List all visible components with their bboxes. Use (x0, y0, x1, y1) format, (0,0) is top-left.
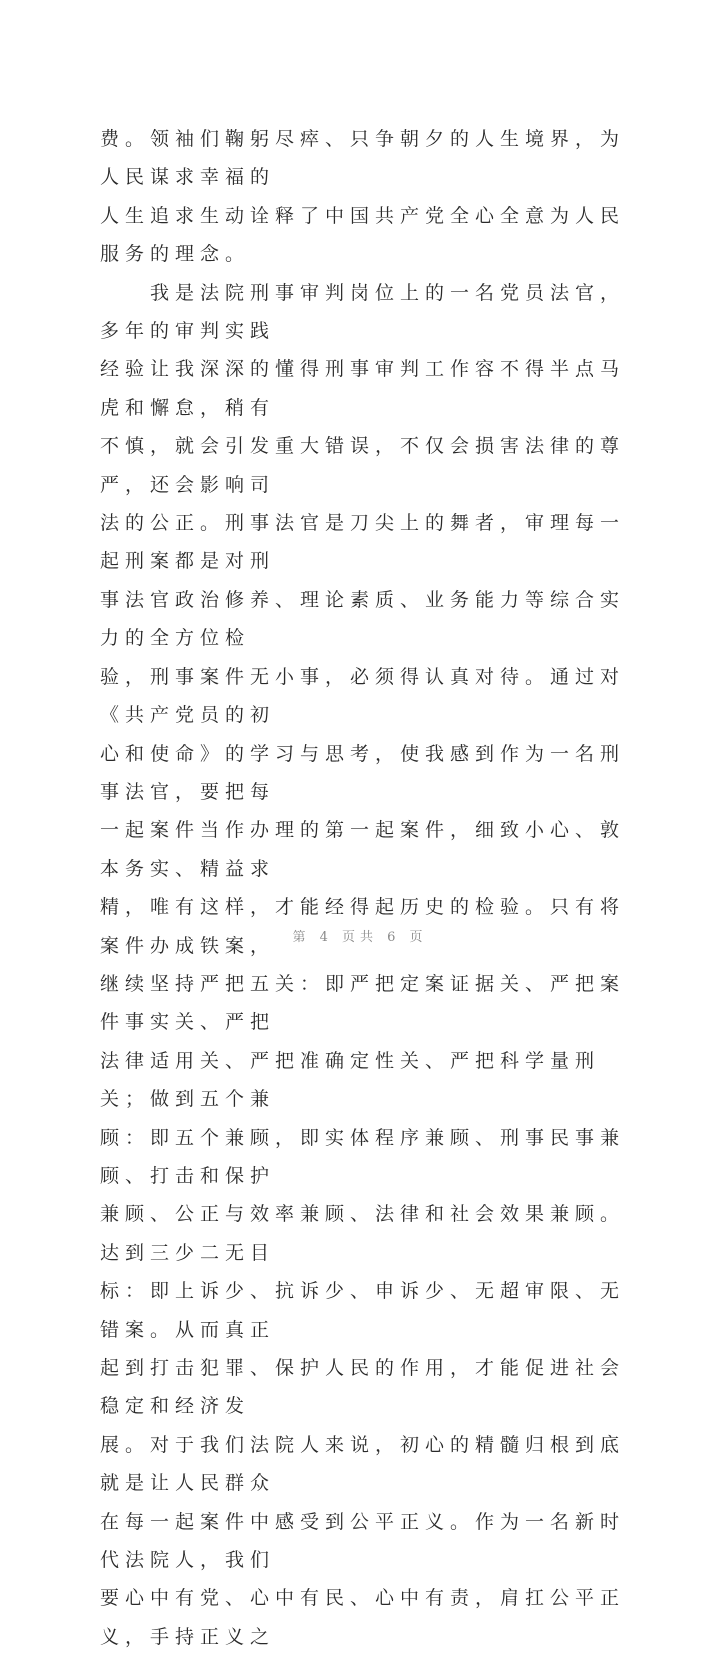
text-line: 一起案件当作办理的第一起案件，细致小心、敦本务实、精益求 (100, 819, 626, 880)
text-line: 法律适用关、严把准确定性关、严把科学量刑关；做到五个兼 (100, 1049, 601, 1111)
text-line: 事法官政治修养、理论素质、业务能力等综合实力的全方位检 (100, 588, 626, 650)
text-line: 兼顾、公正与效率兼顾、法律和社会效果兼顾。达到三少二无目 (100, 1203, 626, 1264)
text-line: 继续坚持严把五关：即严把定案证据关、严把案件事实关、严把 (100, 972, 626, 1034)
text-line: 精，唯有这样，才能经得起历史的检验。只有将案件办成铁案， (100, 896, 626, 957)
text-line: 不慎，就会引发重大错误，不仅会损害法律的尊严，还会影响司 (100, 435, 626, 496)
text-line: 人生追求生动诠释了中国共产党全心全意为人民服务的理念。 (100, 204, 626, 266)
text-line: 费。领袖们鞠躬尽瘁、只争朝夕的人生境界，为人民谋求幸福的 (100, 128, 626, 189)
text-line: 顾：即五个兼顾，即实体程序兼顾、刑事民事兼顾、打击和保护 (100, 1126, 626, 1187)
text-line: 展。对于我们法院人来说，初心的精髓归根到底就是让人民群众 (100, 1433, 626, 1495)
text-line: 验，刑事案件无小事，必须得认真对待。通过对《共产党员的初 (100, 665, 626, 727)
text-line: 标：即上诉少、抗诉少、申诉少、无超审限、无错案。从而真正 (100, 1280, 626, 1341)
text-line: 经验让我深深的懂得刑事审判工作容不得半点马虎和懈怠，稍有 (100, 358, 626, 419)
text-line: 要心中有党、心中有民、心中有责，肩扛公平正义，手持正义之 (100, 1587, 626, 1648)
document-page (100, 120, 640, 1656)
text-line: 我是法院刑事审判岗位上的一名党员法官，多年的审判实践 (100, 281, 626, 343)
text-line: 在每一起案件中感受到公平正义。作为一名新时代法院人，我们 (100, 1510, 626, 1572)
text-line: 法的公正。刑事法官是刀尖上的舞者，审理每一起刑案都是对刑 (100, 512, 626, 573)
page-number-footer: 第 4 页共 6 页 (292, 930, 428, 945)
text-line: 起到打击犯罪、保护人民的作用，才能促进社会稳定和经济发 (100, 1357, 626, 1418)
text-line: 心和使命》的学习与思考，使我感到作为一名刑事法官，要把每 (100, 742, 626, 803)
